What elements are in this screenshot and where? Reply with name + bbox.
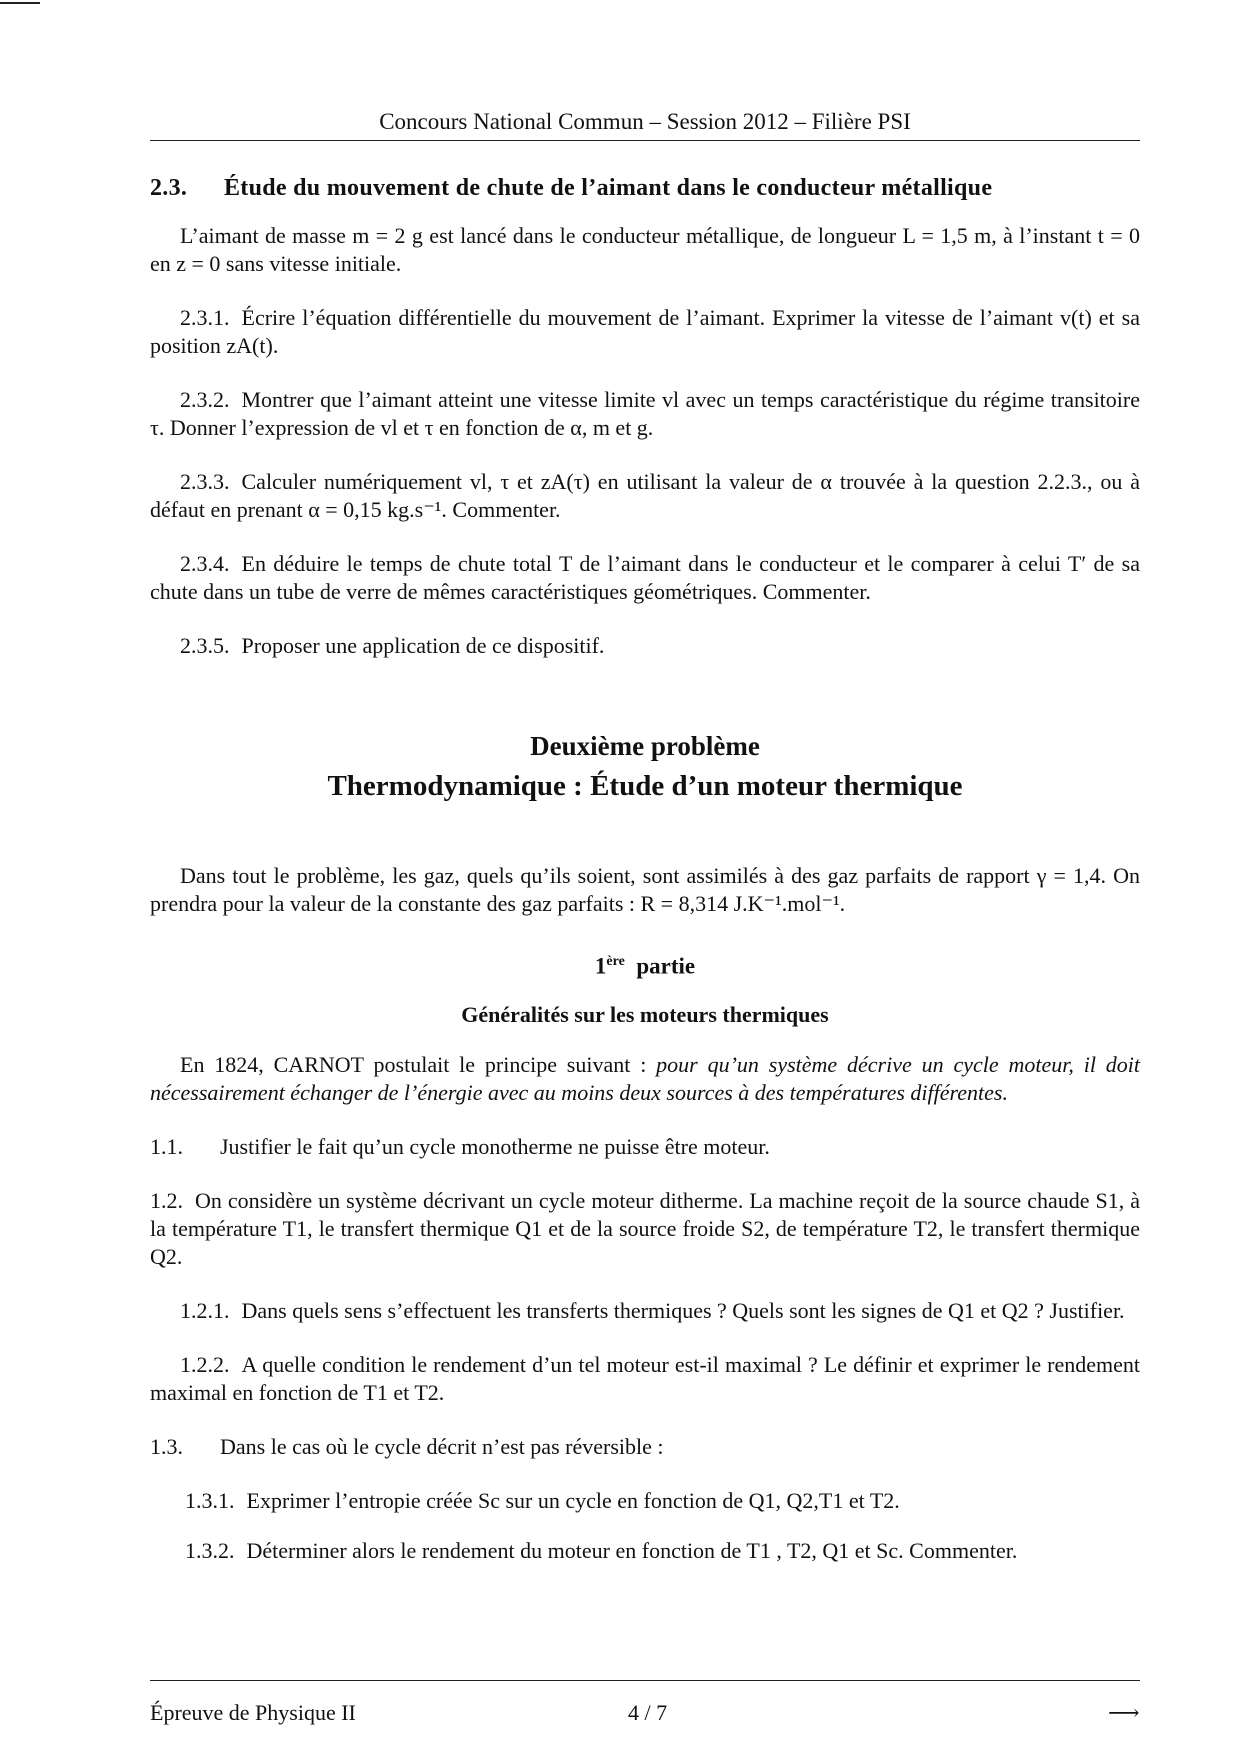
page-content — [150, 150, 1140, 1587]
question-1-3-1 — [150, 1487, 1140, 1515]
part-title — [150, 948, 1140, 981]
question-2-3-2 — [150, 386, 1140, 442]
question-number: 2.3.5. — [180, 633, 230, 658]
question-1-1 — [150, 1133, 1140, 1161]
question-number: 1.2.2. — [180, 1351, 230, 1377]
problem-title-line1: Deuxième problème — [530, 731, 760, 761]
footer-exam-title: Épreuve de Physique II — [150, 1700, 356, 1725]
problem-intro: Dans tout le problème, les gaz, quels qu’ils soient, sont assimilés à des gaz parfaits de rapport γ = 1,4. On prendra pour la valeur de la constante des gaz parfaits : R = 8,314 J.K⁻¹.mol⁻¹. — [150, 863, 1140, 916]
question-2-3-5 — [150, 632, 1140, 660]
question-text: On considère un système décrivant un cycle moteur ditherme. La machine reçoit de la source chaude S1, à la température T1, le transfert thermique Q1 et de la source froide S2, de température T2, le transfert thermique Q2. — [150, 1187, 1140, 1269]
question-text: Dans quels sens s’effectuent les transferts thermiques ? Quels sont les signes de Q1 et Q2 ? Justifier. — [241, 1297, 1125, 1323]
question-1-2 — [150, 1187, 1140, 1271]
page-header: Concours National Commun – Session 2012 – Filière PSI — [150, 108, 1140, 141]
footer-page-number: 4 / 7 — [628, 1700, 668, 1725]
problem-title — [150, 726, 1140, 806]
question-text: A quelle condition le rendement d’un tel moteur est-il maximal ? Le définir et exprimer le rendement maximal en fonction de T1 et T2. — [150, 1351, 1140, 1405]
question-2-3-1 — [150, 304, 1140, 360]
question-number: 2.3.4. — [180, 551, 230, 576]
question-number: 2.3.2. — [180, 387, 230, 412]
next-page-arrow-icon: ⟶ — [1108, 1700, 1140, 1725]
question-text: Dans le cas où le cycle décrit n’est pas réversible : — [220, 1433, 664, 1459]
question-number: 1.2.1. — [180, 1297, 230, 1323]
question-2-3-3 — [150, 468, 1140, 524]
question-number: 1.2. — [150, 1187, 183, 1213]
section-2-3-title — [150, 174, 1140, 202]
part-subtitle: Généralités sur les moteurs thermiques — [461, 1001, 829, 1027]
question-1-3 — [150, 1433, 1140, 1461]
question-text: Déterminer alors le rendement du moteur en fonction de T1 , T2, Q1 et Sc. Commenter. — [246, 1537, 1018, 1563]
question-text: Justifier le fait qu’un cycle monotherme ne puisse être moteur. — [220, 1133, 770, 1159]
section-2-3-intro: L’aimant de masse m = 2 g est lancé dans le conducteur métallique, de longueur L = 1,5 m, à l’instant t = 0 en z = 0 sans vitesse initiale. — [150, 223, 1140, 276]
question-1-3-2 — [150, 1537, 1140, 1565]
question-text: Calculer numériquement vl, τ et zA(τ) en utilisant la valeur de α trouvée à la question 2.2.3., ou à défaut en prenant α = 0,15 kg.s⁻¹. Commenter. — [150, 469, 1140, 522]
question-text: Proposer une application de ce dispositif. — [241, 633, 605, 658]
scan-mark — [0, 0, 110, 6]
part-number: 1 — [594, 953, 607, 979]
question-number: 1.3. — [150, 1433, 183, 1459]
question-text: Montrer que l’aimant atteint une vitesse limite vl avec un temps caractéristique du régime transitoire τ. Donner l’expression de vl et τ en fonction de α, m et g. — [150, 387, 1140, 440]
question-2-3-4 — [150, 550, 1140, 606]
question-number: 2.3.1. — [180, 305, 230, 330]
carnot-quote: pour qu’un système décrive un cycle moteur, il doit nécessairement échanger de l’énergie avec au moins deux sources à des températures différentes. — [150, 1051, 1140, 1105]
question-text: Écrire l’équation différentielle du mouvement de l’aimant. Exprimer la vitesse de l’aimant v(t) et sa position zA(t). — [150, 305, 1140, 358]
carnot-paragraph — [150, 1051, 1140, 1107]
problem-title-line2: Thermodynamique : Étude d’un moteur thermique — [327, 770, 963, 802]
carnot-intro: En 1824, CARNOT postulait le principe suivant : — [180, 1051, 657, 1077]
part-number-suffix: ère — [606, 954, 625, 969]
footer-divider — [150, 1680, 1140, 1681]
question-1-2-1 — [150, 1297, 1140, 1325]
question-text: Exprimer l’entropie créée Sc sur un cycle en fonction de Q1, Q2,T1 et T2. — [246, 1487, 900, 1513]
section-title-text: Étude du mouvement de chute de l’aimant dans le conducteur métallique — [224, 175, 993, 201]
question-number: 1.1. — [150, 1133, 183, 1159]
part-label: partie — [636, 953, 696, 979]
question-text: En déduire le temps de chute total T de l’aimant dans le conducteur et le comparer à celui T′ de sa chute dans un tube de verre de mêmes caractéristiques géométriques. Commenter. — [150, 551, 1140, 604]
section-number: 2.3. — [150, 175, 188, 201]
question-number: 1.3.1. — [185, 1487, 235, 1513]
question-1-2-2 — [150, 1351, 1140, 1407]
question-number: 1.3.2. — [185, 1537, 235, 1563]
question-number: 2.3.3. — [180, 469, 230, 494]
